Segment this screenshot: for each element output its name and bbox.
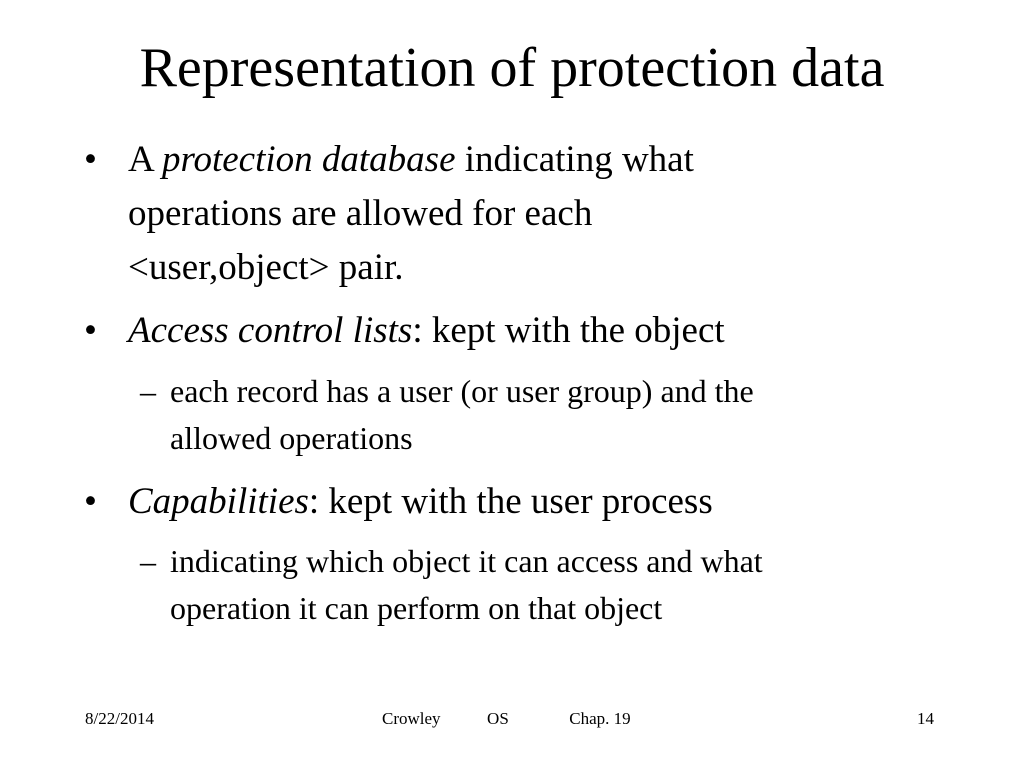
bullet-item bbox=[84, 475, 713, 529]
bullet-text-plain: A bbox=[128, 139, 162, 180]
bullet-line bbox=[128, 187, 592, 241]
sub-bullet-marker: – bbox=[140, 543, 156, 579]
bullet-item bbox=[84, 133, 694, 187]
bullet-text-plain: operations are allowed for each bbox=[128, 193, 593, 234]
footer-course: OS bbox=[487, 709, 509, 728]
bullet-line bbox=[128, 241, 404, 295]
bullet-text-emphasis: protection database bbox=[161, 139, 456, 180]
sub-bullet-text: indicating which object it can access and what bbox=[170, 543, 763, 579]
sub-bullet-item bbox=[140, 368, 754, 415]
bullet-text-plain: indicating what bbox=[455, 139, 694, 180]
bullet-marker: • bbox=[84, 481, 97, 522]
bullet-marker: • bbox=[84, 139, 97, 180]
bullet-text-emphasis: Capabilities bbox=[128, 481, 309, 522]
slide-title: Representation of protection data bbox=[139, 37, 885, 99]
footer-author: Crowley bbox=[382, 709, 441, 728]
sub-bullet-item bbox=[140, 538, 763, 585]
sub-bullet-marker: – bbox=[140, 373, 156, 409]
bullet-text-plain: : kept with the object bbox=[412, 310, 725, 351]
footer-chapter: Chap. 19 bbox=[569, 709, 631, 728]
sub-bullet-text: operation it can perform on that object bbox=[170, 590, 663, 626]
footer-date: 8/22/2014 bbox=[85, 709, 154, 728]
bullet-item bbox=[84, 304, 725, 358]
bullet-text-plain: <user,object> pair. bbox=[128, 247, 404, 288]
sub-bullet-line bbox=[170, 415, 413, 462]
footer-center bbox=[382, 708, 631, 730]
bullet-marker: • bbox=[84, 310, 97, 351]
bullet-text-emphasis: Access control lists bbox=[128, 310, 413, 351]
footer-page-number: 14 bbox=[917, 709, 934, 728]
bullet-text-plain: : kept with the user process bbox=[308, 481, 713, 522]
sub-bullet-text: allowed operations bbox=[170, 420, 413, 456]
sub-bullet-text: each record has a user (or user group) and the bbox=[170, 373, 754, 409]
sub-bullet-line bbox=[170, 585, 662, 632]
